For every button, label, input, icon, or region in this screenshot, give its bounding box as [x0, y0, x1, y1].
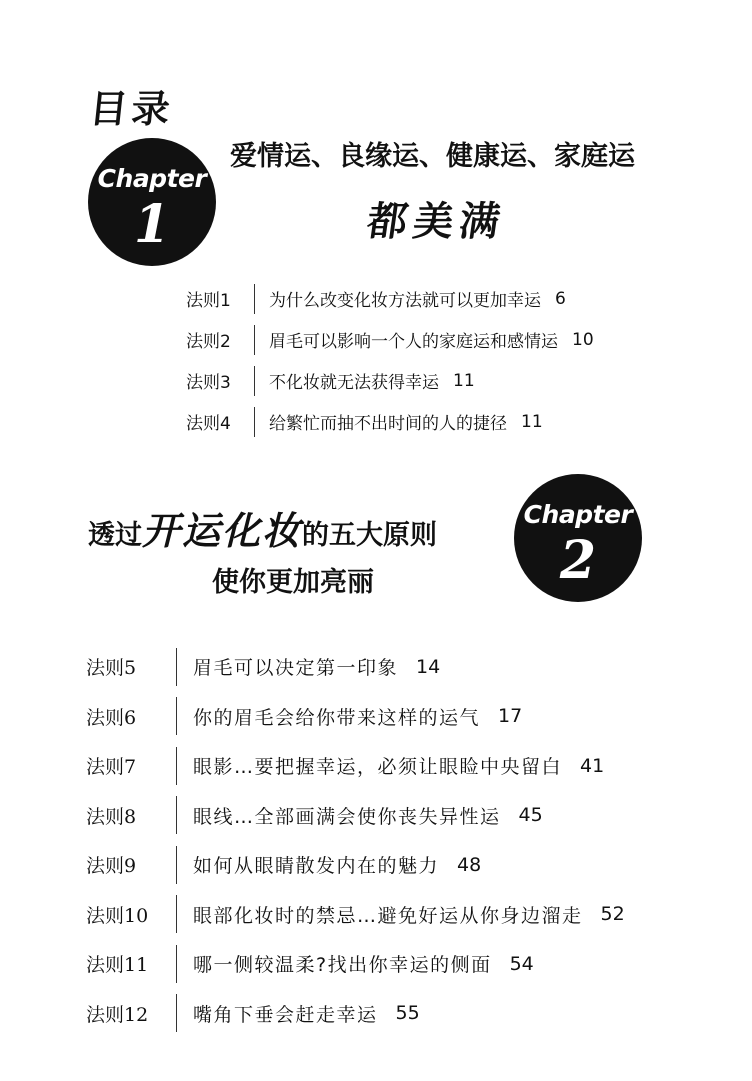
- toc-entry[interactable]: [86, 741, 726, 791]
- chapter-2-headline: [88, 500, 437, 555]
- chapter-2-badge: [514, 474, 642, 602]
- divider: [254, 407, 255, 437]
- page-number: 48: [457, 853, 482, 876]
- rule-label: 法则1: [186, 291, 231, 311]
- rule-label: 法则2: [186, 332, 231, 352]
- chapter-1-rule-list: [186, 278, 666, 442]
- rule-title: 眉毛可以影响一个人的家庭运和感情运: [269, 332, 558, 352]
- chapter-2-badge-number: 2: [559, 530, 597, 591]
- page-number: 41: [580, 754, 605, 777]
- rule-title: 不化妆就无法获得幸运: [269, 373, 439, 393]
- rule-label: 法则5: [86, 657, 137, 680]
- chapter-2-subheadline: 使你更加亮丽: [212, 567, 374, 598]
- divider: [176, 846, 177, 884]
- page-number: 55: [395, 1002, 420, 1025]
- rule-label: 法则7: [86, 756, 137, 779]
- chapter-1-headline-emphasis: 都美满: [364, 198, 509, 245]
- page-number: 11: [521, 411, 543, 432]
- chapter-2-headline-suffix: 的五大原则: [302, 520, 438, 551]
- rule-label: 法则9: [86, 855, 137, 878]
- chapter-1-badge-word: Chapter: [97, 164, 207, 193]
- page-number: 17: [498, 705, 523, 728]
- toc-entry[interactable]: [186, 401, 666, 442]
- rule-label: 法则12: [86, 1003, 149, 1026]
- toc-entry[interactable]: [86, 840, 726, 890]
- page-number: 54: [509, 952, 534, 975]
- divider: [254, 325, 255, 355]
- rule-title: 如何从眼睛散发内在的魅力: [193, 855, 440, 878]
- toc-title: 目录: [87, 86, 177, 131]
- rule-title: 为什么改变化妆方法就可以更加幸运: [269, 291, 541, 311]
- divider: [176, 747, 177, 785]
- divider: [254, 366, 255, 396]
- rule-title: 给繁忙而抽不出时间的人的捷径: [269, 414, 507, 434]
- toc-entry[interactable]: [86, 939, 726, 989]
- toc-entry[interactable]: [86, 791, 726, 841]
- rule-label: 法则3: [186, 373, 231, 393]
- rule-title: 眼影…要把握幸运，必须让眼睑中央留白: [193, 756, 563, 779]
- page-number: 6: [555, 288, 566, 309]
- divider: [176, 648, 177, 686]
- rule-title: 眼线…全部画满会使你丧失异性运: [193, 805, 501, 828]
- page-number: 52: [600, 903, 625, 926]
- divider: [254, 284, 255, 314]
- chapter-1-badge-number: 1: [133, 194, 171, 255]
- toc-entry[interactable]: [86, 890, 726, 940]
- rule-label: 法则11: [86, 954, 149, 977]
- chapter-2-rule-list: [86, 642, 726, 1038]
- chapter-2-headline-emphasis: 开运化妆: [142, 508, 303, 553]
- divider: [176, 895, 177, 933]
- toc-entry[interactable]: [86, 692, 726, 742]
- page-number: 10: [572, 329, 594, 350]
- rule-title: 你的眉毛会给你带来这样的运气: [193, 706, 481, 729]
- rule-label: 法则10: [86, 904, 149, 927]
- divider: [176, 945, 177, 983]
- divider: [176, 697, 177, 735]
- toc-entry[interactable]: [186, 278, 666, 319]
- rule-label: 法则8: [86, 805, 137, 828]
- page-number: 14: [416, 655, 441, 678]
- toc-entry[interactable]: [86, 989, 726, 1039]
- rule-label: 法则6: [86, 706, 137, 729]
- rule-title: 哪一侧较温柔?找出你幸运的侧面: [193, 954, 492, 977]
- divider: [176, 796, 177, 834]
- chapter-1-badge: [88, 138, 216, 266]
- toc-entry[interactable]: [186, 360, 666, 401]
- rule-label: 法则4: [186, 414, 231, 434]
- chapter-1-headline: 爱情运、良缘运、健康运、家庭运: [230, 141, 635, 172]
- toc-entry[interactable]: [86, 642, 726, 692]
- toc-entry[interactable]: [186, 319, 666, 360]
- divider: [176, 994, 177, 1032]
- rule-title: 眉毛可以决定第一印象: [193, 657, 399, 680]
- chapter-2-badge-word: Chapter: [523, 500, 633, 529]
- rule-title: 嘴角下垂会赶走幸运: [193, 1003, 378, 1026]
- page-number: 11: [453, 370, 475, 391]
- chapter-2-headline-prefix: 透过: [88, 520, 142, 551]
- rule-title: 眼部化妆时的禁忌…避免好运从你身边溜走: [193, 904, 583, 927]
- page-number: 45: [518, 804, 543, 827]
